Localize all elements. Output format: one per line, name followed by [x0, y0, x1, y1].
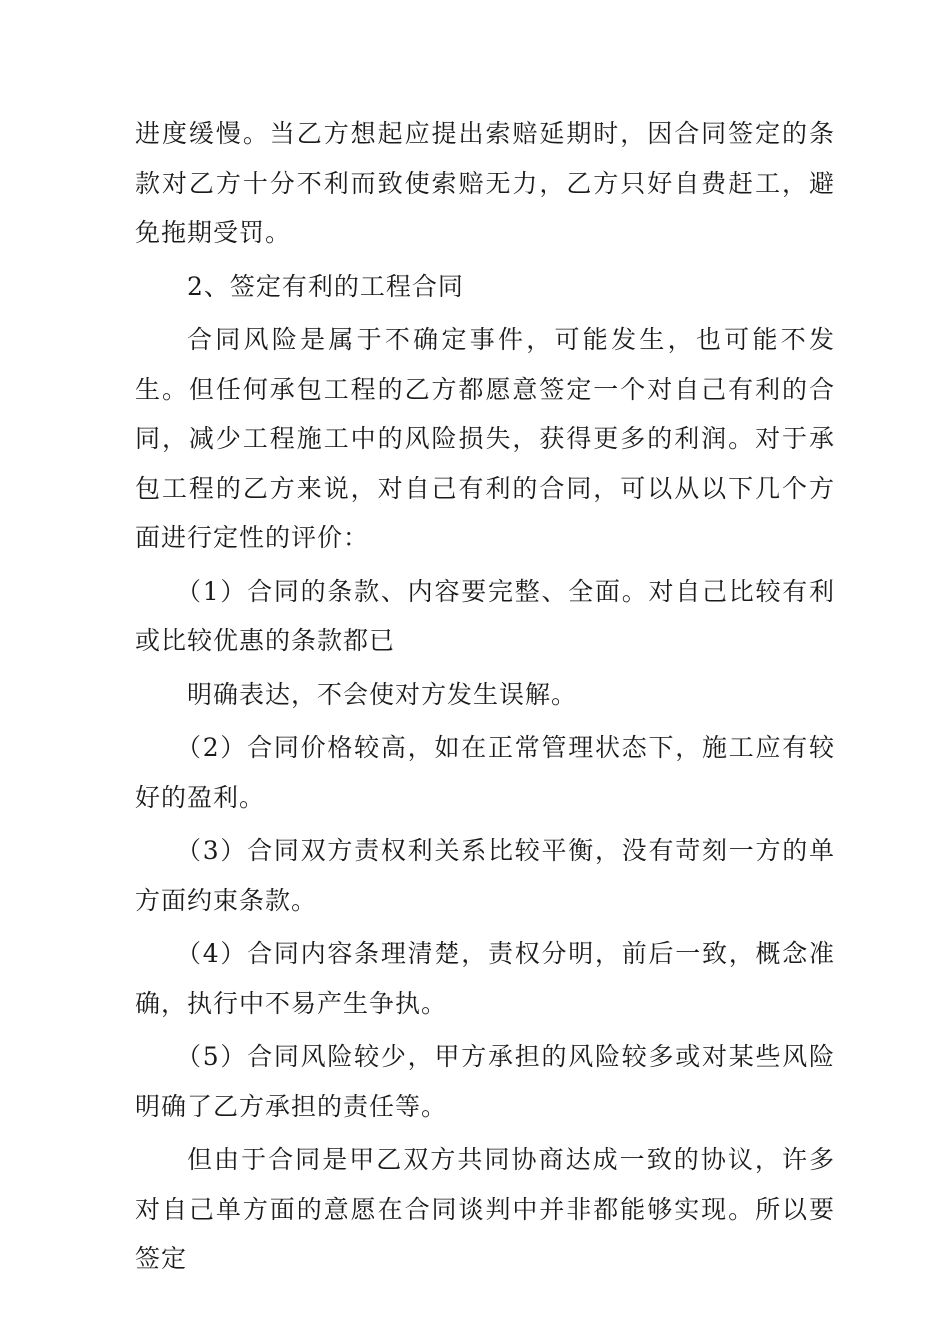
- list-item-2: （2）合同价格较高，如在正常管理状态下，施工应有较好的盈利。: [135, 733, 835, 812]
- list-item-4: （4）合同内容条理清楚，责权分明，前后一致，概念准确，执行中不易产生争执。: [135, 939, 835, 1018]
- paragraph-conclusion: 但由于合同是甲乙双方共同协商达成一致的协议，许多对自己单方面的意愿在合同谈判中并非都能够实现。所以要签定: [135, 1145, 835, 1273]
- paragraph-contract-risk: 合同风险是属于不确定事件，可能发生，也可能不发生。但任何承包工程的乙方都愿意签定一个对自己有利的合同，减少工程施工中的风险损失，获得更多的利润。对于承包工程的乙方来说，对自己有利的合同，可以从以下几个方面进行定性的评价：: [135, 325, 835, 552]
- document-body: [135, 109, 835, 1288]
- list-item-5: （5）合同风险较少，甲方承担的风险较多或对某些风险明确了乙方承担的责任等。: [135, 1042, 835, 1121]
- paragraph-continuation: 明确表达，不会使对方发生误解。: [187, 679, 578, 709]
- section-heading: 2、签定有利的工程合同: [187, 271, 464, 301]
- list-item-3: （3）合同双方责权利关系比较平衡，没有苛刻一方的单方面约束条款。: [135, 836, 835, 915]
- list-item-1: （1）合同的条款、内容要完整、全面。对自己比较有利或比较优惠的条款都已: [135, 576, 835, 655]
- paragraph-claim-delay: 进度缓慢。当乙方想起应提出索赔延期时，因合同签定的条款对乙方十分不利而致使索赔无力，乙方只好自费赶工，避免拖期受罚。: [135, 119, 835, 247]
